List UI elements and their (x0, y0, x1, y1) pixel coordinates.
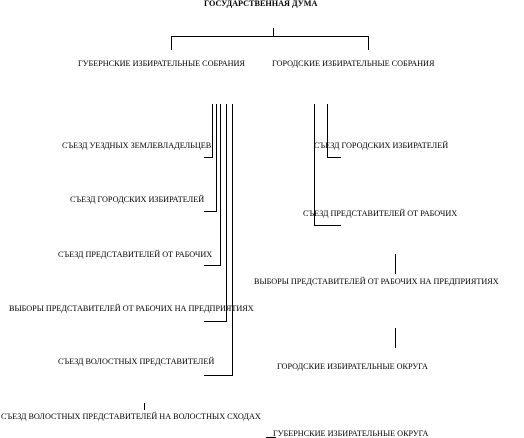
connector-line (171, 36, 172, 50)
congress-volost-label: СЪЕЗД ВОЛОСТНЫХ ПРЕДСТАВИТЕЛЕЙ (58, 357, 215, 366)
connector-line (204, 211, 217, 212)
connector-line (216, 104, 217, 212)
connector-line (171, 36, 369, 37)
city-workers-elections-label: ВЫБОРЫ ПРЕДСТАВИТЕЛЕЙ ОТ РАБОЧИХ НА ПРЕДПРИЯТИЯХ (254, 277, 499, 286)
city-congress-urban-electors-label: СЪЕЗД ГОРОДСКИХ ИЗБИРАТЕЛЕЙ (314, 141, 449, 150)
connector-line (144, 403, 145, 410)
connector-line (273, 28, 274, 36)
congress-workers-label: СЪЕЗД ПРЕДСТАВИТЕЛЕЙ ОТ РАБОЧИХ (58, 250, 213, 259)
congress-urban-electors-label: СЪЕЗД ГОРОДСКИХ ИЗБИРАТЕЛЕЙ (70, 195, 205, 204)
workers-elections-label: ВЫБОРЫ ПРЕДСТАВИТЕЛЕЙ ОТ РАБОЧИХ НА ПРЕДПРИЯТИЯХ (9, 304, 254, 313)
connector-line (204, 265, 221, 266)
connector-line (204, 157, 213, 158)
connector-line (232, 104, 233, 376)
diagram-title: ГОСУДАРСТВЕННАЯ ДУМА (204, 0, 318, 8)
connector-line (314, 104, 315, 226)
connector-line (395, 328, 396, 348)
city-districts-label: ГОРОДСКИЕ ИЗБИРАТЕЛЬНЫЕ ОКРУГА (277, 362, 428, 371)
city-assemblies-label: ГОРОДСКИЕ ИЗБИРАТЕЛЬНЫЕ СОБРАНИЯ (272, 59, 435, 68)
congress-landowners-label: СЪЕЗД УЕЗДНЫХ ЗЕМЛЕВЛАДЕЛЬЦЕВ (62, 141, 212, 150)
connector-line (314, 225, 341, 226)
provincial-districts-label: ГУБЕРНСКИЕ ИЗБИРАТЕЛЬНЫЕ ОКРУГА (273, 429, 429, 438)
provincial-assemblies-label: ГУБЕРНСКИЕ ИЗБИРАТЕЛЬНЫЕ СОБРАНИЯ (78, 59, 245, 68)
connector-line (212, 104, 213, 158)
connector-line (368, 36, 369, 50)
connector-line (395, 254, 396, 274)
volost-gatherings-label: СЪЕЗД ВОЛОСТНЫХ ПРЕДСТАВИТЕЛЕЙ НА ВОЛОСТНЫХ СХОДАХ (1, 412, 261, 421)
connector-line (327, 157, 341, 158)
connector-line (226, 104, 227, 322)
connector-line (204, 321, 227, 322)
connector-line (220, 104, 221, 266)
connector-line (204, 375, 233, 376)
city-congress-workers-label: СЪЕЗД ПРЕДСТАВИТЕЛЕЙ ОТ РАБОЧИХ (303, 209, 458, 218)
